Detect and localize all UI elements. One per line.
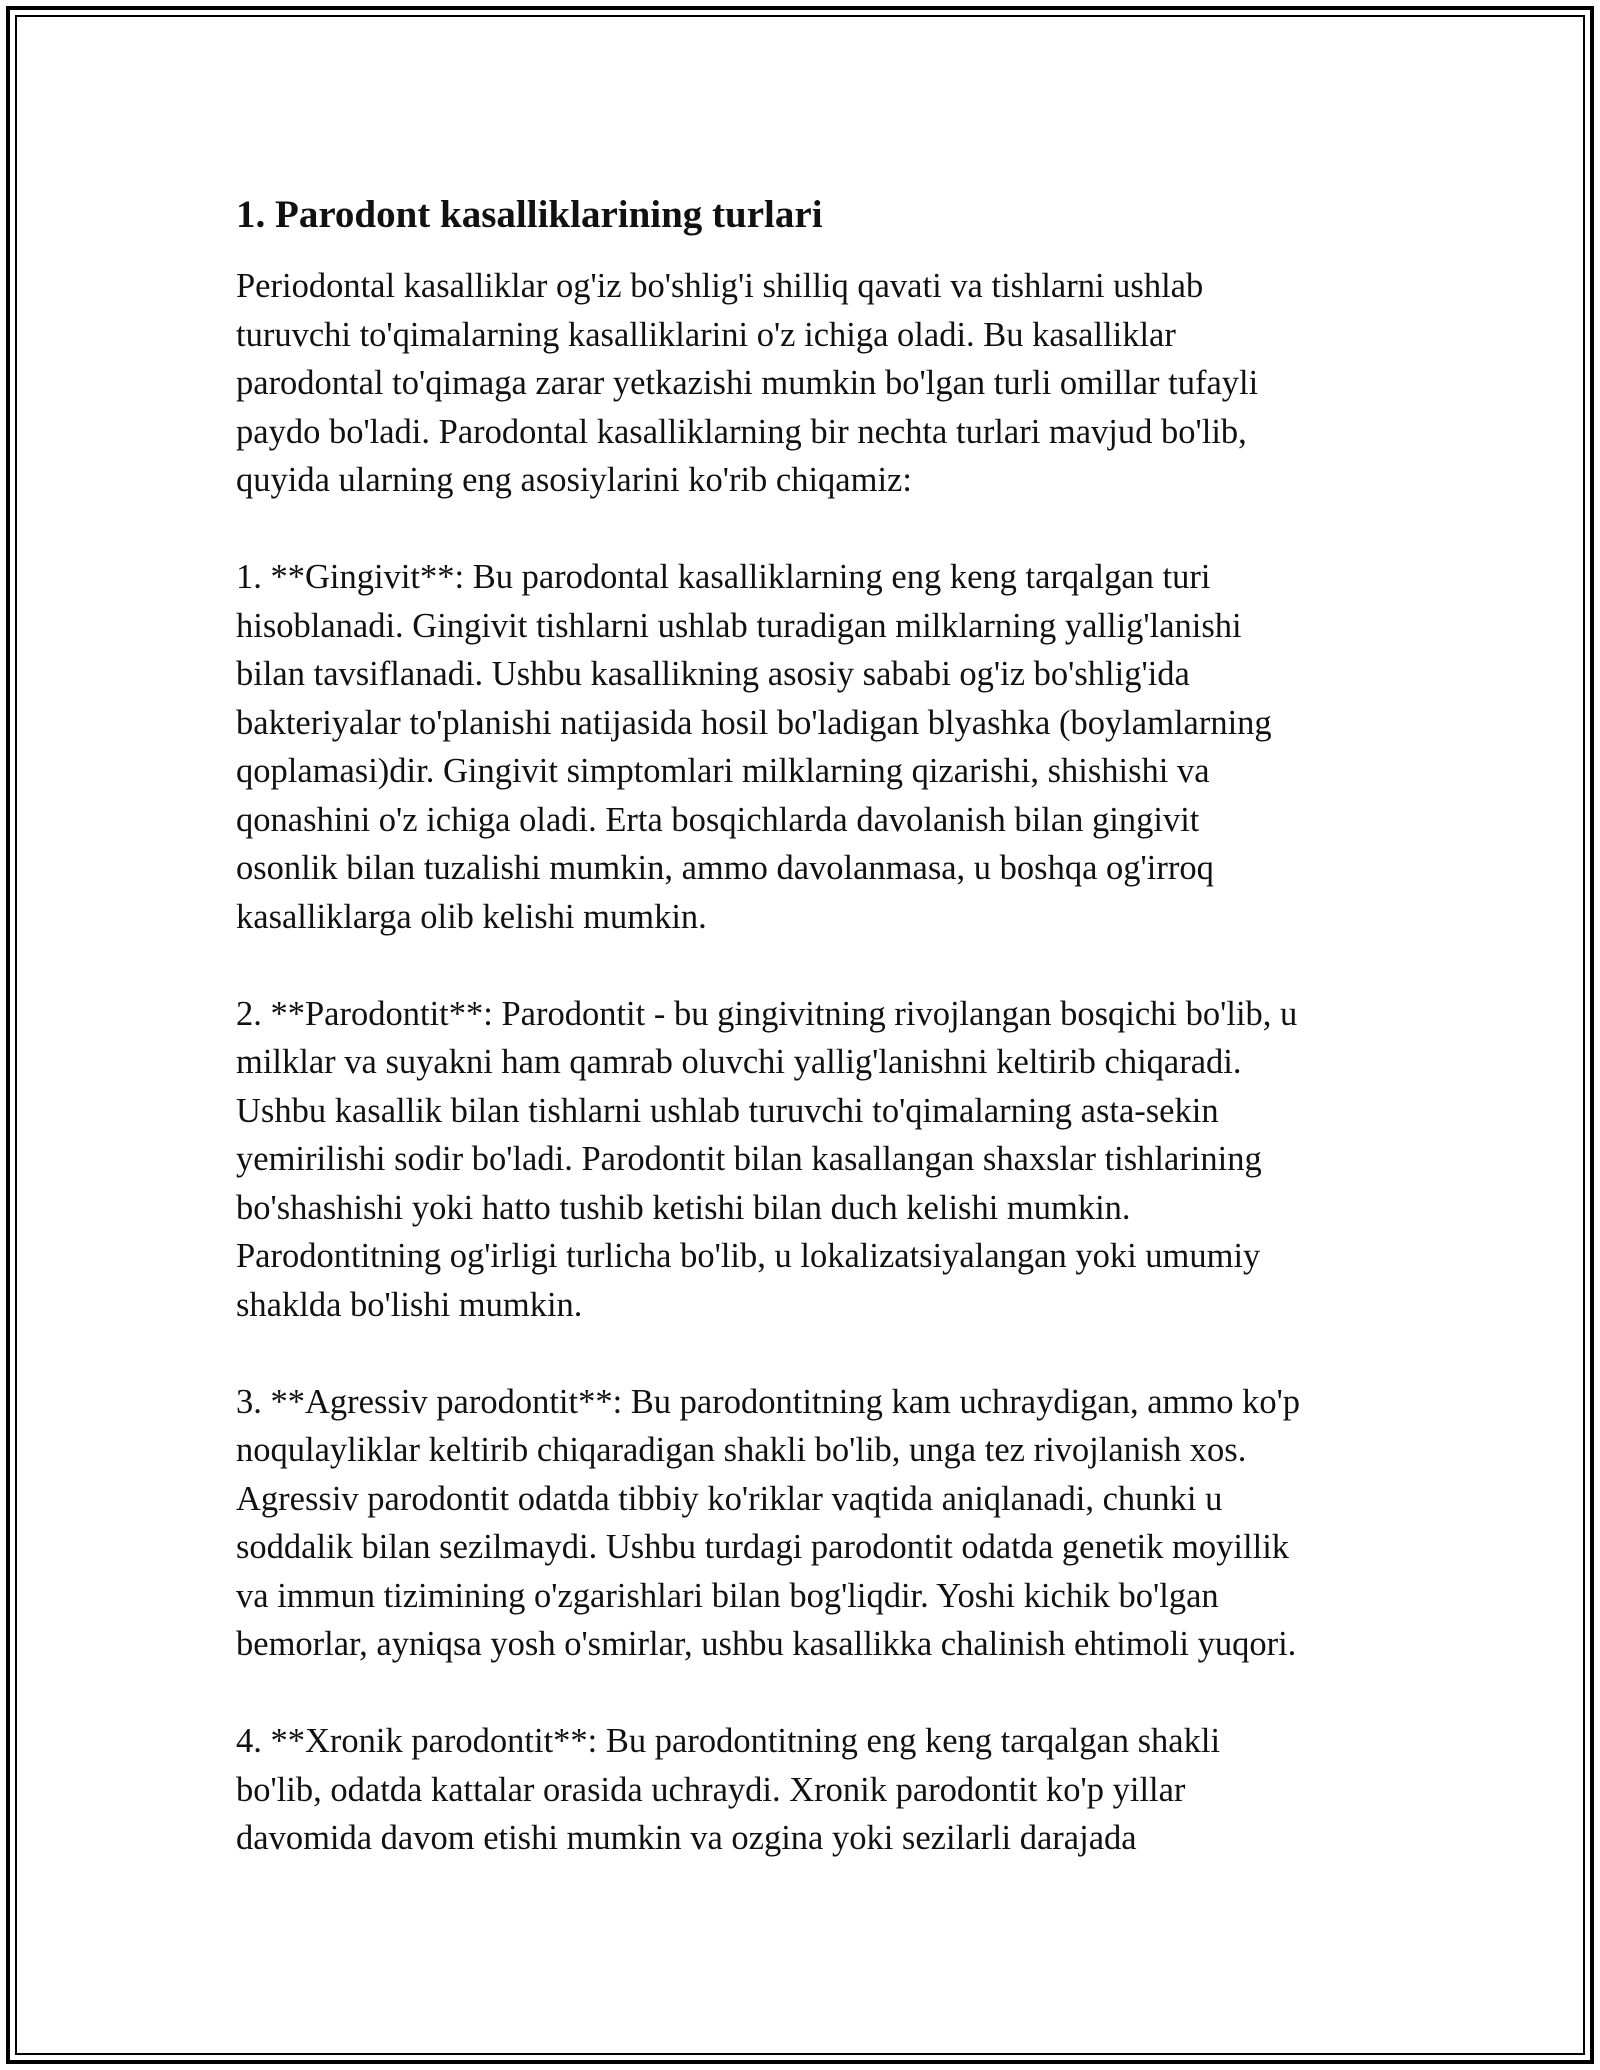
text-line: yemirilishi sodir bo'ladi. Parodontit bilan kasallangan shaxslar tishlarining — [236, 1140, 1262, 1178]
text-line: Agressiv parodontit odatda tibbiy ko'riklar vaqtida aniqlanadi, chunki u — [236, 1479, 1223, 1518]
document-title: 1. Parodont kasalliklarining turlari — [236, 193, 823, 236]
text-line: bemorlar, ayniqsa yosh o'smirlar, ushbu kasallikka chalinish ehtimoli yuqori. — [236, 1625, 1297, 1663]
text-line: shaklda bo'lishi mumkin. — [236, 1285, 583, 1324]
text-line: davomida davom etishi mumkin va ozgina yoki sezilarli darajada — [236, 1819, 1137, 1857]
text-line: 1. **Gingivit**: Bu parodontal kasalliklarning eng keng tarqalgan turi — [236, 558, 1211, 596]
text-line: hisoblanadi. Gingivit tishlarni ushlab turadigan milklarning yallig'lanishi — [236, 606, 1242, 645]
paragraph-spacer — [236, 1669, 1386, 1718]
text-line: noqulayliklar keltirib chiqaradigan shakli bo'lib, unga tez rivojlanish xos. — [236, 1431, 1247, 1469]
text-line: qoplamasi)dir. Gingivit simptomlari milklarning qizarishi, shishishi va — [236, 752, 1210, 790]
text-line: 4. **Xronik parodontit**: Bu parodontitning eng keng tarqalgan shakli — [236, 1722, 1221, 1760]
text-line: 2. **Parodontit**: Parodontit - bu gingivitning rivojlangan bosqichi bo'lib, u — [236, 994, 1298, 1033]
document-body — [236, 186, 1386, 1863]
text-line: Parodontitning og'irligi turlicha bo'lib, u lokalizatsiyalangan yoki umumiy — [236, 1237, 1261, 1275]
text-line: paydo bo'ladi. Parodontal kasalliklarning bir nechta turlari mavjud bo'lib, — [236, 412, 1247, 451]
text-line: bo'shashishi yoki hatto tushib ketishi bilan duch kelishi mumkin. — [236, 1188, 1131, 1227]
text-line: bakteriyalar to'planishi natijasida hosil bo'ladigan blyashka (boylamlarning — [236, 703, 1272, 742]
text-line: kasalliklarga olib kelishi mumkin. — [236, 897, 707, 936]
text-line: quyida ularning eng asosiylarini ko'rib chiqamiz: — [236, 461, 912, 499]
text-line: milklar va suyakni ham qamrab oluvchi yallig'lanishni keltirib chiqaradi. — [236, 1043, 1242, 1081]
text-line: parodontal to'qimaga zarar yetkazishi mumkin bo'lgan turli omillar tufayli — [236, 364, 1259, 402]
paragraph-spacer — [236, 505, 1386, 554]
text-line: soddalik bilan sezilmaydi. Ushbu turdagi parodontit odatda genetik moyillik — [236, 1528, 1290, 1566]
text-line: bo'lib, odatda kattalar orasida uchraydi. Xronik parodontit ko'p yillar — [236, 1770, 1186, 1809]
paragraph-spacer — [236, 1329, 1386, 1378]
text-line: bilan tavsiflanadi. Ushbu kasallikning asosiy sababi og'iz bo'shlig'ida — [236, 655, 1190, 693]
document-text — [236, 262, 1386, 1863]
text-line: va immun tizimining o'zgarishlari bilan bog'liqdir. Yoshi kichik bo'lgan — [236, 1576, 1219, 1615]
text-line: 3. **Agressiv parodontit**: Bu parodontitning kam uchraydigan, ammo ko'p — [236, 1382, 1301, 1421]
paragraph-spacer — [236, 941, 1386, 990]
text-line: Periodontal kasalliklar og'iz bo'shlig'i shilliq qavati va tishlarni ushlab — [236, 267, 1204, 305]
text-line: osonlik bilan tuzalishi mumkin, ammo davolanmasa, u boshqa og'irroq — [236, 849, 1214, 887]
text-line: qonashini o'z ichiga oladi. Erta bosqichlarda davolanish bilan gingivit — [236, 800, 1200, 839]
text-line: turuvchi to'qimalarning kasalliklarini o'z ichiga oladi. Bu kasalliklar — [236, 315, 1176, 354]
text-line: Ushbu kasallik bilan tishlarni ushlab turuvchi to'qimalarning asta-sekin — [236, 1091, 1219, 1130]
